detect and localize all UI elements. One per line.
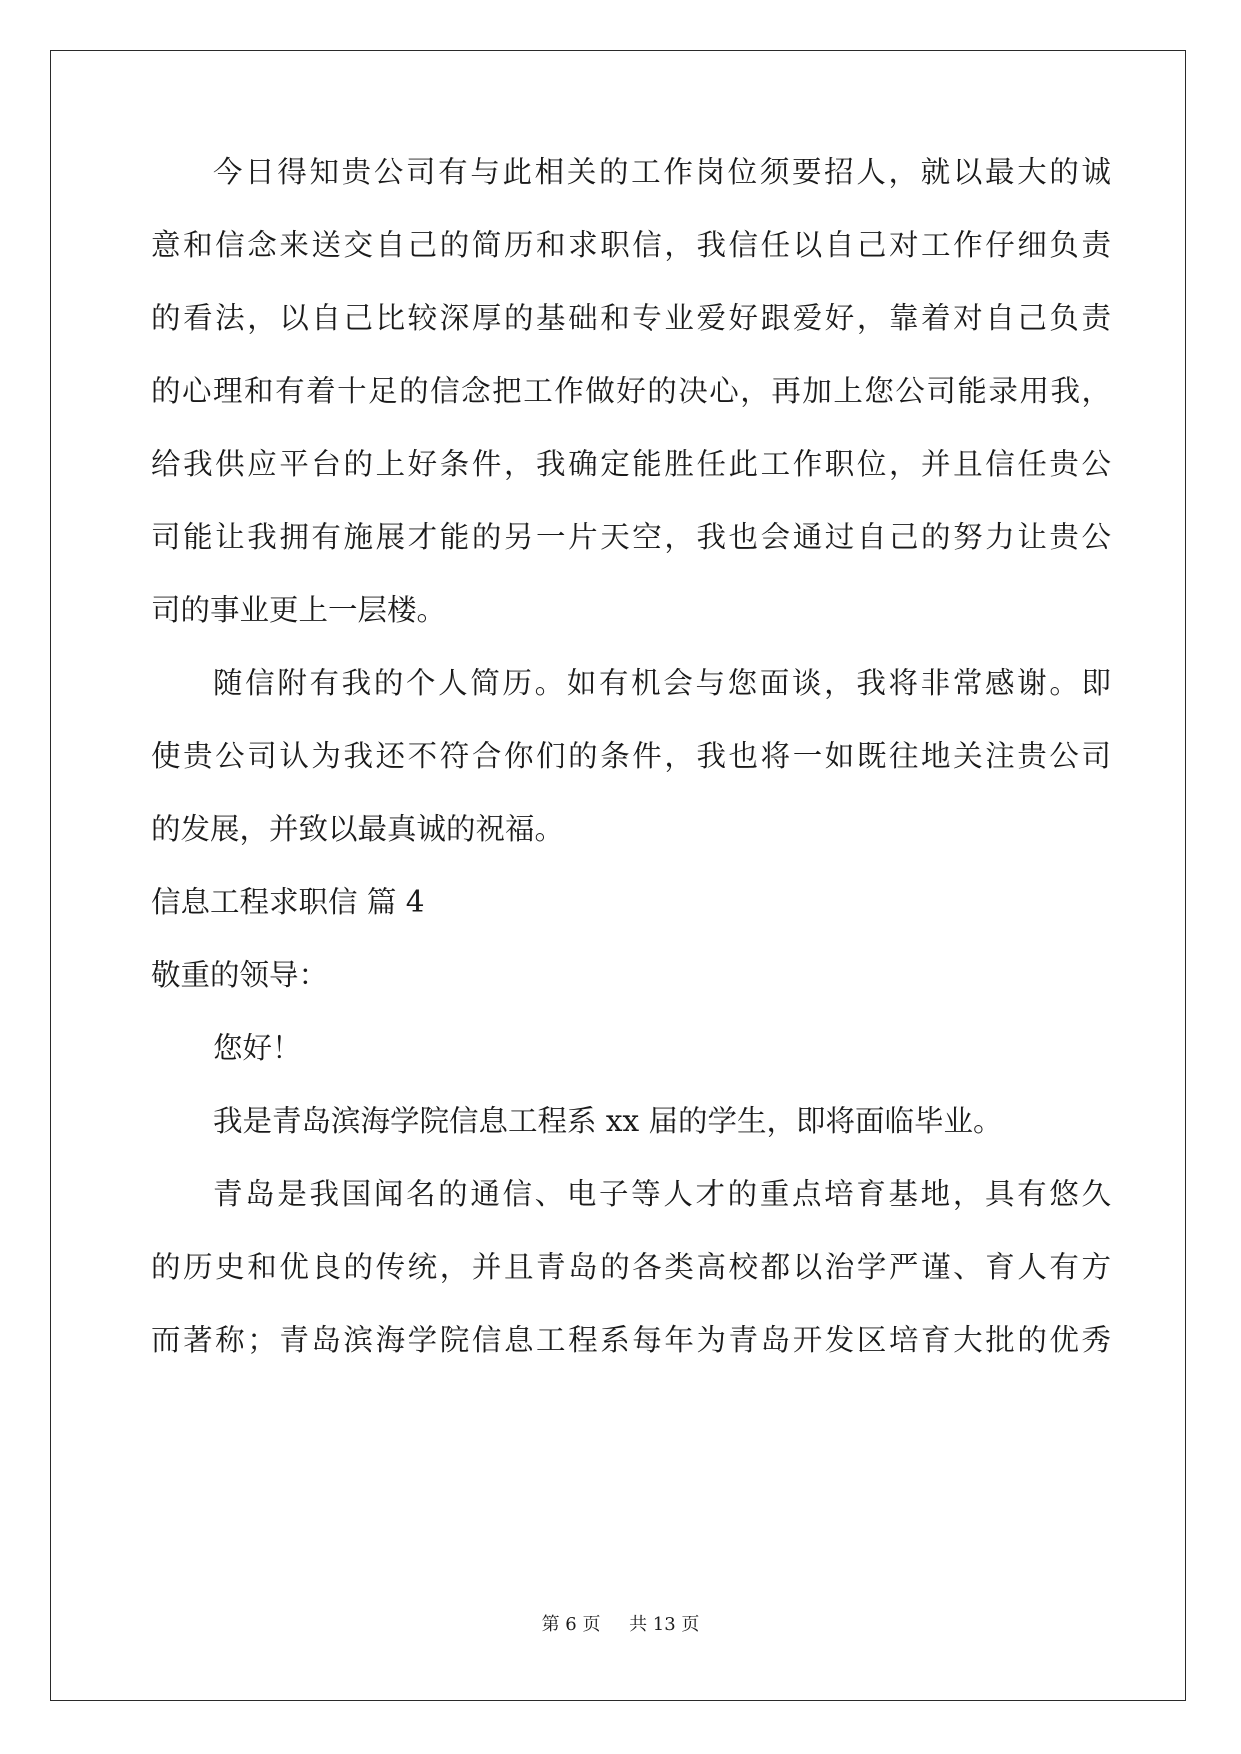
body-text-line: 我是青岛滨海学院信息工程系 xx 届的学生，即将面临毕业。 [213,1104,1003,1138]
body-text-line: 而著称；青岛滨海学院信息工程系每年为青岛开发区培育大批的优秀 [151,1323,1111,1357]
body-text-line: 青岛是我国闻名的通信、电子等人才的重点培育基地，具有悠久 [213,1177,1111,1211]
body-text-line: 今日得知贵公司有与此相关的工作岗位须要招人，就以最大的诚 [213,155,1111,189]
body-text-line: 司的事业更上一层楼。 [151,593,447,627]
total-pages: 共 13 页 [629,1614,700,1635]
page-number: 第 6 页 [541,1614,601,1635]
body-text-line: 的历史和优良的传统，并且青岛的各类高校都以治学严谨、育人有方 [151,1250,1111,1284]
body-text-line: 司能让我拥有施展才能的另一片天空，我也会通过自己的努力让贵公 [151,520,1111,554]
salutation: 敬重的领导： [151,958,329,992]
body-text-line: 给我供应平台的上好条件，我确定能胜任此工作职位，并且信任贵公 [151,447,1111,481]
body-text-line: 随信附有我的个人简历。如有机会与您面谈，我将非常感谢。即 [213,666,1111,700]
page-footer [0,1610,1241,1636]
greeting: 您好！ [213,1031,302,1065]
body-text-line: 的发展，并致以最真诚的祝福。 [151,812,565,846]
body-text-line: 使贵公司认为我还不符合你们的条件，我也将一如既往地关注贵公司 [151,739,1111,773]
section-title: 信息工程求职信 篇 4 [151,885,425,919]
body-text-line: 意和信念来送交自己的简历和求职信，我信任以自己对工作仔细负责 [151,228,1111,262]
body-text-line: 的心理和有着十足的信念把工作做好的决心，再加上您公司能录用我， [151,374,1111,408]
body-text-line: 的看法，以自己比较深厚的基础和专业爱好跟爱好，靠着对自己负责 [151,301,1111,335]
